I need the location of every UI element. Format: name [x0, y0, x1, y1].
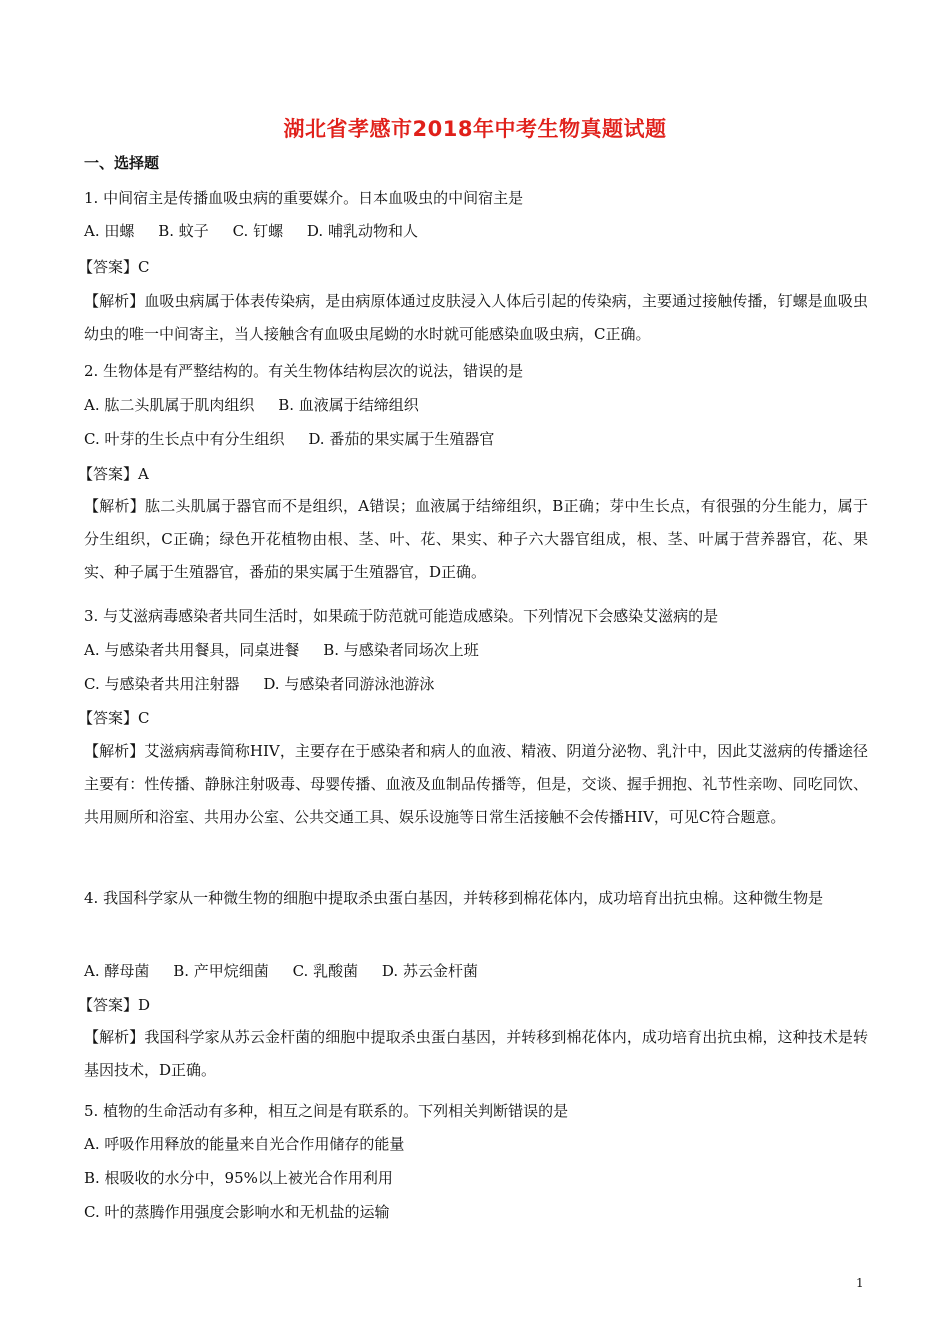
section-heading: 一、选择题	[84, 154, 160, 172]
question-5-option-b: B. 根吸收的水分中，95%以上被光合作用利用	[84, 1169, 393, 1187]
question-1-answer: 【答案】C	[78, 258, 150, 276]
page-title: 湖北省孝感市2018年中考生物真题试题	[283, 117, 667, 141]
question-1-stem: 1. 中间宿主是传播血吸虫病的重要媒介。日本血吸虫的中间宿主是	[84, 189, 524, 207]
question-2-stem: 2. 生物体是有严整结构的。有关生物体结构层次的说法，错误的是	[84, 362, 524, 380]
question-5-option-c: C. 叶的蒸腾作用强度会影响水和无机盐的运输	[84, 1203, 390, 1221]
question-1-analysis: 【解析】血吸虫病属于体表传染病，是由病原体通过皮肤浸入人体后引起的传染病，主要通过接触传播，钉螺是血吸虫幼虫的唯一中间寄主，当人接触含有血吸虫尾蚴的水时就可能感染血吸虫病，C正确。	[84, 292, 868, 343]
question-3-stem: 3. 与艾滋病毒感染者共同生活时，如果疏于防范就可能造成感染。下列情况下会感染艾滋病的是	[84, 607, 719, 625]
question-4-analysis: 【解析】我国科学家从苏云金杆菌的细胞中提取杀虫蛋白基因，并转移到棉花体内，成功培育出抗虫棉，这种技术是转基因技术，D正确。	[84, 1028, 868, 1079]
question-2-answer: 【答案】A	[78, 465, 149, 483]
question-3-options-2: C. 与感染者共用注射器 D. 与感染者同游泳池游泳	[84, 675, 435, 693]
question-3-options-1: A. 与感染者共用餐具，同桌进餐 B. 与感染者同场次上班	[84, 641, 479, 659]
question-5-option-a: A. 呼吸作用释放的能量来自光合作用储存的能量	[84, 1135, 405, 1153]
question-3-answer: 【答案】C	[78, 709, 150, 727]
question-1-options: A. 田螺 B. 蚊子 C. 钉螺 D. 哺乳动物和人	[84, 222, 418, 240]
question-4-stem: 4. 我国科学家从一种微生物的细胞中提取杀虫蛋白基因，并转移到棉花体内，成功培育出抗虫棉。这种微生物是	[84, 889, 824, 907]
question-2-analysis: 【解析】肱二头肌属于器官而不是组织，A错误；血液属于结缔组织，B正确；芽中生长点，有很强的分生能力，属于分生组织，C正确；绿色开花植物由根、茎、叶、花、果实、种子六大器官组成，根、茎、叶属于营养器官，花、果实、种子属于生殖器官，番茄的果实属于生殖器官，D正确。	[84, 497, 868, 581]
question-2-options-2: C. 叶芽的生长点中有分生组织 D. 番茄的果实属于生殖器官	[84, 430, 495, 448]
question-4-answer: 【答案】D	[78, 996, 151, 1014]
question-4-options: A. 酵母菌 B. 产甲烷细菌 C. 乳酸菌 D. 苏云金杆菌	[84, 962, 478, 980]
question-3-analysis: 【解析】艾滋病病毒简称HIV，主要存在于感染者和病人的血液、精液、阴道分泌物、乳汁中，因此艾滋病的传播途径主要有：性传播、静脉注射吸毒、母婴传播、血液及血制品传播等，但是，交谈、握手拥抱、礼节性亲吻、同吃同饮、共用厕所和浴室、共用办公室、公共交通工具、娱乐设施等日常生活接触不会传播HIV，可见C符合题意。	[84, 742, 868, 826]
page-number: 1	[856, 1276, 864, 1290]
question-2-options-1: A. 肱二头肌属于肌肉组织 B. 血液属于结缔组织	[84, 396, 419, 414]
question-5-stem: 5. 植物的生命活动有多种，相互之间是有联系的。下列相关判断错误的是	[84, 1102, 569, 1120]
